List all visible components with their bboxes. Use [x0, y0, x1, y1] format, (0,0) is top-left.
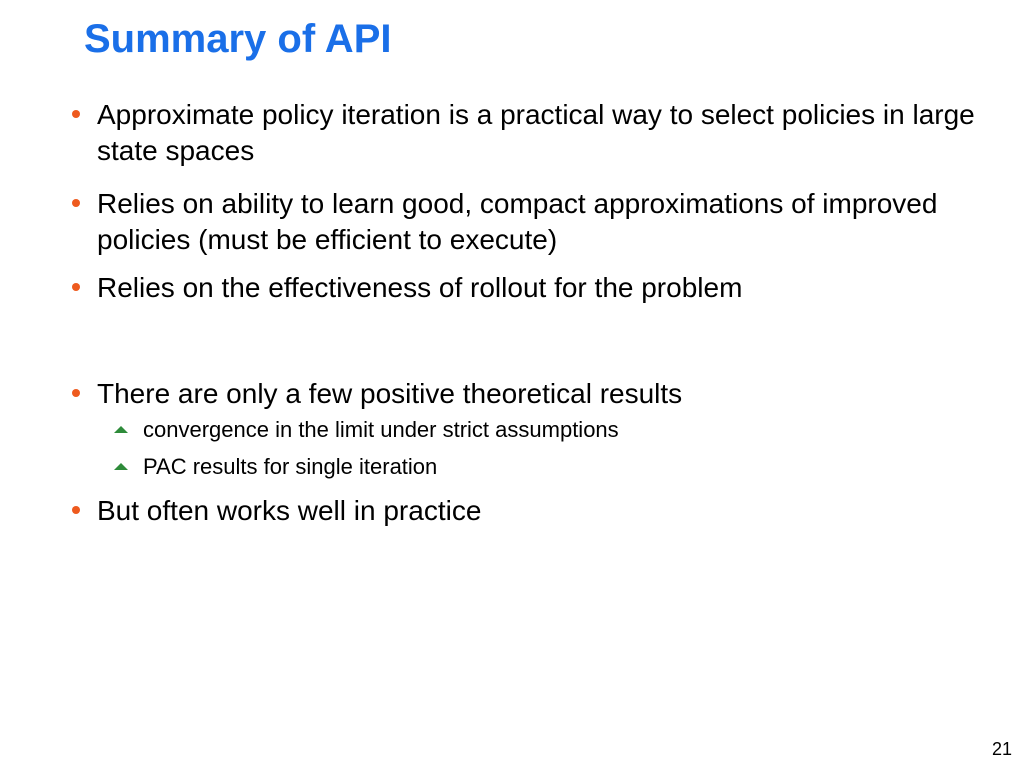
sub-bullet-list [97, 416, 990, 481]
sub-bullet-item [97, 453, 990, 481]
bullet-text: Relies on ability to learn good, compact approximations of improved policies (must be efficient to execute) [97, 188, 938, 255]
bullet-item [70, 97, 990, 169]
orange-dot-icon [72, 110, 80, 118]
orange-dot-icon [72, 389, 80, 397]
green-triangle-icon [114, 426, 128, 433]
orange-dot-icon [72, 506, 80, 514]
green-triangle-icon [114, 463, 128, 470]
bullet-text: Approximate policy iteration is a practical way to select policies in large state spaces [97, 99, 975, 166]
bullet-text: Relies on the effectiveness of rollout for the problem [97, 272, 743, 303]
slide-title: Summary of API [84, 17, 392, 61]
bullet-text: But often works well in practice [97, 495, 482, 526]
orange-dot-icon [72, 283, 80, 291]
bullet-item [70, 186, 990, 258]
orange-dot-icon [72, 199, 80, 207]
bullet-list [70, 97, 990, 529]
bullet-item [70, 376, 990, 481]
sub-bullet-text: convergence in the limit under strict assumptions [143, 417, 619, 442]
bullet-item [70, 270, 990, 306]
slide-number: 21 [991, 739, 1012, 759]
sub-bullet-item [97, 416, 990, 444]
bullet-text: There are only a few positive theoretical results [97, 378, 683, 409]
sub-bullet-text: PAC results for single iteration [143, 454, 438, 479]
bullet-item [70, 493, 990, 529]
